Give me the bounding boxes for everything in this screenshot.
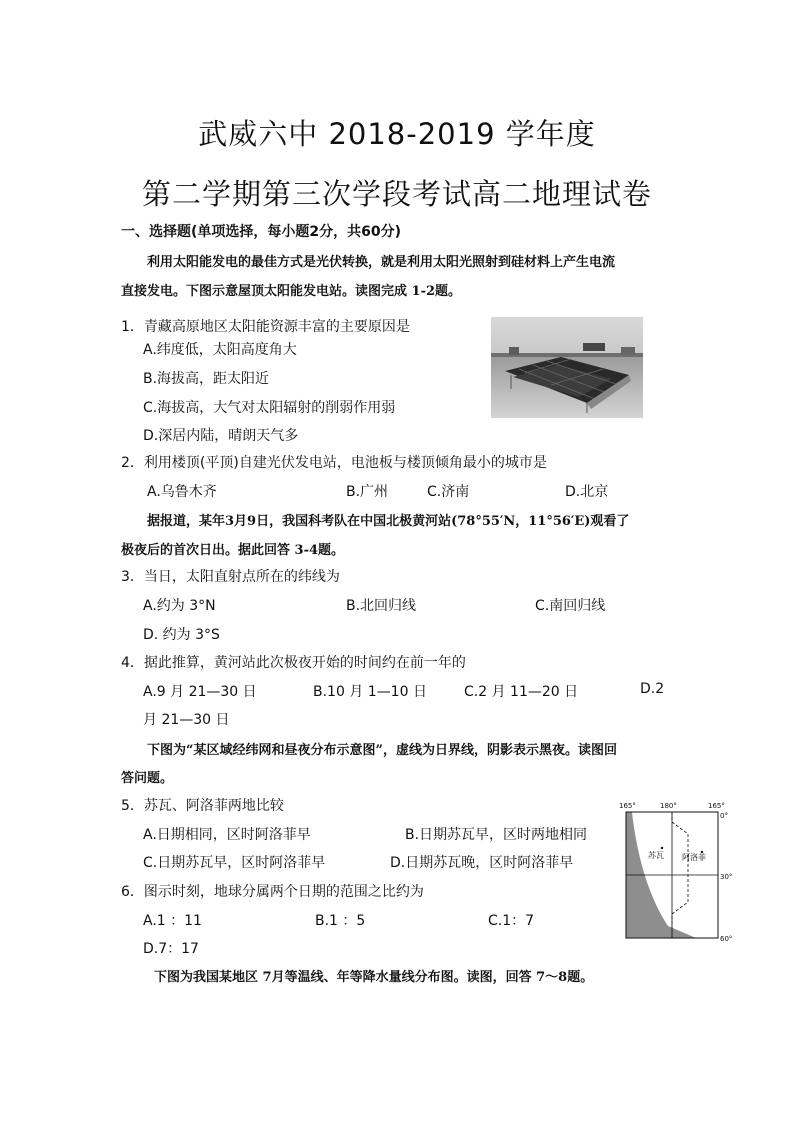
intro-4-line1: 下图为我国某地区 7月等温线、年等降水量线分布图。读图，回答 7～8题。 [154,970,594,985]
question-6-option-d: D.7：17 [143,941,199,957]
question-4-option-b: B.10 月 1—10 日 [313,684,427,700]
intro-3-line1: 下图为“某区域经纬网和昼夜分布示意图”，虚线为日界线，阴影表示黑夜。读图回 [147,743,617,758]
day-night-map [616,798,744,946]
question-3-option-c: C.南回归线 [535,598,606,614]
question-5-option-c: C.日期苏瓦早，区时阿洛菲早 [143,855,326,871]
question-3-option-b: B.北回归线 [346,598,417,614]
map-lon-left: 165° [619,802,636,810]
question-5-option-a: A.日期相同，区时阿洛菲早 [143,827,311,843]
question-2-option-b: B.广州 [346,484,389,500]
question-4-option-d: D.2 [640,681,665,697]
question-6-stem: 6．图示时刻，地球分属两个日期的范围之比约为 [121,884,424,900]
question-5-stem: 5．苏瓦、阿洛菲两地比较 [121,798,284,814]
suva-dot [661,847,663,849]
map-lat-mid: 30° [720,873,733,881]
question-3-option-d: D. 约为 3°S [143,627,220,643]
question-6-option-c: C.1：7 [488,913,535,929]
map-city-suva: 苏瓦 [648,851,664,860]
question-6-option-a: A.1 ：11 [143,913,202,929]
map-city-alofi: 阿洛菲 [682,853,706,862]
question-1-option-c: C.海拔高，大气对太阳辐射的削弱作用弱 [143,400,396,416]
map-lon-right: 165° [708,802,725,810]
map-lat-bottom: 60° [720,935,733,943]
question-4-option-c: C.2 月 11—20 日 [464,684,579,700]
solar-panel-photo [491,317,643,418]
intro-1-line1: 利用太阳能发电的最佳方式是光伏转换，就是利用太阳光照射到硅材料上产生电流 [147,255,616,270]
question-4-option-d-continued: 月 21—30 日 [143,712,230,728]
intro-1-line2: 直接发电。下图示意屋顶太阳能发电站。读图完成 1-2题。 [121,284,462,299]
question-3-stem: 3．当日，太阳直射点所在的纬线为 [121,569,340,585]
question-1-option-d: D.深居内陆，晴朗天气多 [143,428,299,444]
question-4-stem: 4．据此推算，黄河站此次极夜开始的时间约在前一年的 [121,655,466,671]
map-lon-mid: 180° [660,802,677,810]
intro-3-line2: 答问题。 [121,771,174,786]
intro-2-line2: 极夜后的首次日出。据此回答 3-4题。 [121,543,345,558]
question-2-option-a: A.乌鲁木齐 [147,484,217,500]
section-heading: 一、选择题(单项选择，每小题2分，共60分) [121,224,402,240]
question-3-option-a: A.约为 3°N [143,598,216,614]
question-4-option-a: A.9 月 21—30 日 [143,684,257,700]
question-1-stem: 1．青藏高原地区太阳能资源丰富的主要原因是 [121,319,410,335]
question-5-option-b: B.日期苏瓦早，区时两地相同 [405,827,588,843]
map-lat-top: 0° [720,812,728,820]
question-1-option-a: A.纬度低，太阳高度角大 [143,342,297,358]
intro-2-line1: 据报道，某年3月9日，我国科考队在中国北极黄河站(78°55′N，11°56′E)观看了 [147,514,630,529]
page-title-line2: 第二学期第三次学段考试高二地理试卷 [141,177,652,211]
question-6-option-b: B.1 ：5 [315,913,366,929]
question-1-option-b: B.海拔高，距太阳近 [143,371,270,387]
question-2-option-d: D.北京 [565,484,609,500]
question-2-option-c: C.济南 [427,484,470,500]
question-5-option-d: D.日期苏瓦晚，区时阿洛菲早 [390,855,574,871]
question-2-stem: 2．利用楼顶(平顶)自建光伏发电站，电池板与楼顶倾角最小的城市是 [121,455,547,471]
page-title-line1: 武威六中 2018-2019 学年度 [198,117,596,151]
